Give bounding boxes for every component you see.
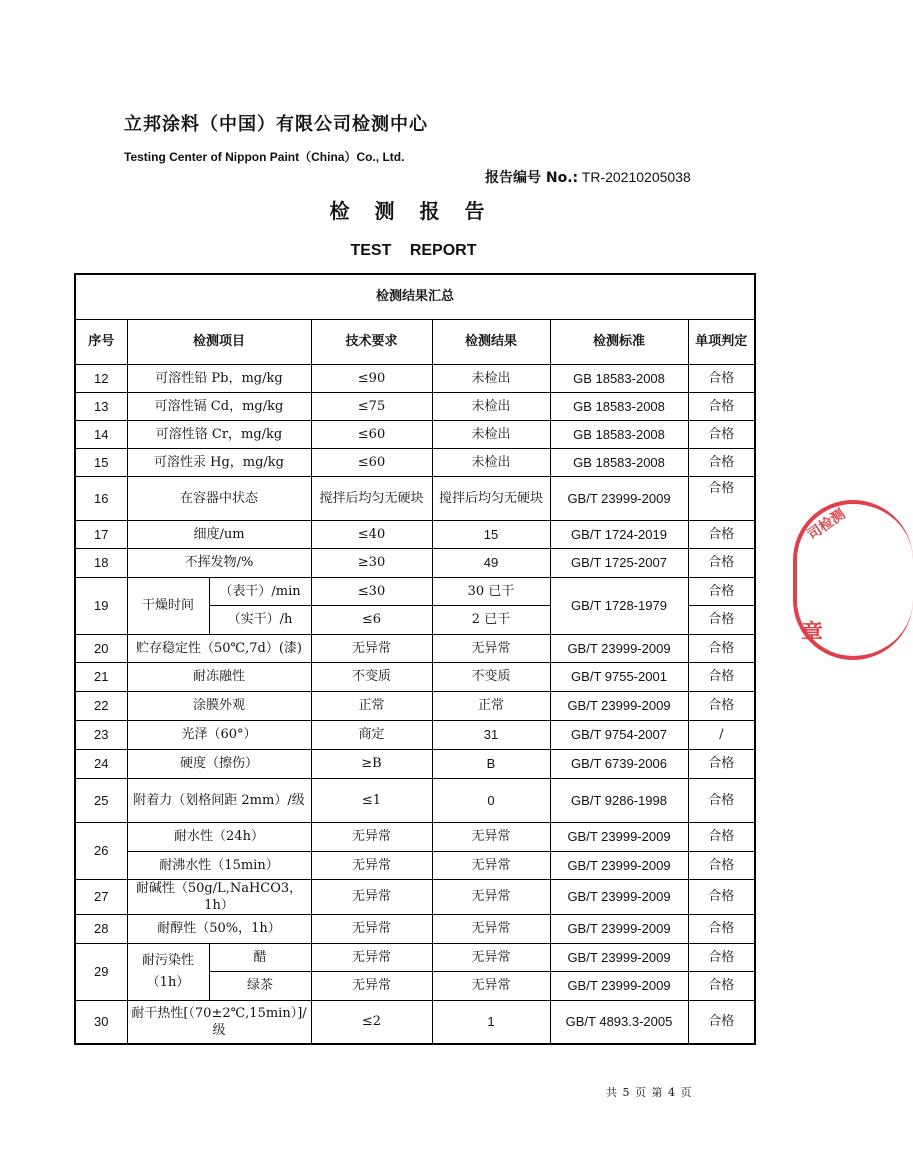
row-requirement: 无异常 bbox=[311, 879, 432, 914]
row-requirement: 无异常 bbox=[311, 822, 432, 851]
header-requirement: 技术要求 bbox=[311, 319, 432, 364]
table-row bbox=[75, 691, 755, 720]
row-verdict: 合格 bbox=[688, 879, 755, 914]
row-requirement: 无异常 bbox=[311, 634, 432, 662]
row-standard: GB/T 23999-2009 bbox=[550, 914, 688, 943]
row-standard: GB 18583-2008 bbox=[550, 392, 688, 420]
row-item: 可溶性镉 Cd，mg/kg bbox=[127, 392, 311, 420]
row-result: 未检出 bbox=[432, 364, 550, 392]
page-pagination: 共 5 页 第 4 页 bbox=[606, 1086, 693, 1099]
table-row bbox=[75, 851, 755, 879]
row-result: 0 bbox=[432, 778, 550, 822]
table-caption: 检测结果汇总 bbox=[75, 274, 755, 319]
row-standard: GB/T 23999-2009 bbox=[550, 822, 688, 851]
table-row bbox=[75, 577, 755, 605]
row-item: 耐沸水性（15min） bbox=[127, 851, 311, 879]
row-result: 15 bbox=[432, 520, 550, 548]
header-item: 检测项目 bbox=[127, 319, 311, 364]
row-result: 49 bbox=[432, 548, 550, 577]
row-verdict: 合格 bbox=[688, 634, 755, 662]
row-item: 附着力（划格间距 2mm）/级 bbox=[127, 778, 311, 822]
table-header-row bbox=[75, 319, 755, 364]
row-no: 21 bbox=[75, 662, 127, 691]
row-no: 17 bbox=[75, 520, 127, 548]
row-no: 19 bbox=[75, 577, 127, 634]
row-standard: GB/T 6739-2006 bbox=[550, 749, 688, 778]
row-item: 在容器中状态 bbox=[127, 476, 311, 520]
row-verdict: 合格 bbox=[688, 943, 755, 971]
row-standard: GB/T 23999-2009 bbox=[550, 971, 688, 1000]
row-verdict: 合格 bbox=[688, 914, 755, 943]
row-standard: GB/T 9754-2007 bbox=[550, 720, 688, 749]
row-standard: GB 18583-2008 bbox=[550, 364, 688, 392]
row-verdict: 合格 bbox=[688, 1000, 755, 1044]
row-verdict: 合格 bbox=[688, 577, 755, 605]
row-no: 14 bbox=[75, 420, 127, 448]
row-no: 26 bbox=[75, 822, 127, 879]
row-item: 可溶性铅 Pb，mg/kg bbox=[127, 364, 311, 392]
table-row bbox=[75, 879, 755, 914]
row-no: 29 bbox=[75, 943, 127, 1000]
table-row bbox=[75, 392, 755, 420]
row-requirement: ≥B bbox=[311, 749, 432, 778]
header-result: 检测结果 bbox=[432, 319, 550, 364]
table-row bbox=[75, 548, 755, 577]
row-verdict: 合格 bbox=[688, 420, 755, 448]
row-verdict: 合格 bbox=[688, 520, 755, 548]
row-no: 28 bbox=[75, 914, 127, 943]
row-requirement: 无异常 bbox=[311, 943, 432, 971]
row-item: 硬度（擦伤） bbox=[127, 749, 311, 778]
row-item: 可溶性汞 Hg，mg/kg bbox=[127, 448, 311, 476]
row-no: 30 bbox=[75, 1000, 127, 1044]
row-result: 未检出 bbox=[432, 392, 550, 420]
row-no: 27 bbox=[75, 879, 127, 914]
row-requirement: ≤30 bbox=[311, 577, 432, 605]
row-no: 24 bbox=[75, 749, 127, 778]
row-verdict: 合格 bbox=[688, 822, 755, 851]
row-standard: GB/T 1728-1979 bbox=[550, 577, 688, 634]
row-no: 25 bbox=[75, 778, 127, 822]
row-requirement: ≤2 bbox=[311, 1000, 432, 1044]
row-standard: GB/T 23999-2009 bbox=[550, 476, 688, 520]
row-result: 无异常 bbox=[432, 634, 550, 662]
seal-text-fragment: 章 bbox=[801, 621, 824, 646]
table-row bbox=[75, 364, 755, 392]
row-requirement: ≤75 bbox=[311, 392, 432, 420]
results-table bbox=[74, 273, 756, 1045]
row-requirement: ≤90 bbox=[311, 364, 432, 392]
row-item: 细度/um bbox=[127, 520, 311, 548]
row-requirement: 无异常 bbox=[311, 971, 432, 1000]
table-caption-row bbox=[75, 274, 755, 319]
row-standard: GB 18583-2008 bbox=[550, 420, 688, 448]
table-row bbox=[75, 420, 755, 448]
report-number-value: TR-20210205038 bbox=[578, 169, 691, 185]
table-row bbox=[75, 476, 755, 520]
row-verdict: 合格 bbox=[688, 662, 755, 691]
row-item: 不挥发物/% bbox=[127, 548, 311, 577]
row-standard: GB/T 23999-2009 bbox=[550, 691, 688, 720]
row-verdict: 合格 bbox=[688, 392, 755, 420]
row-verdict: 合格 bbox=[688, 548, 755, 577]
table-row bbox=[75, 1000, 755, 1044]
row-result: 搅拌后均匀无硬块 bbox=[432, 476, 550, 520]
company-name-cn: 立邦涂料（中国）有限公司检测中心 bbox=[124, 114, 428, 135]
row-subitem: 醋 bbox=[209, 943, 311, 971]
row-verdict: 合格 bbox=[688, 778, 755, 822]
row-standard: GB/T 23999-2009 bbox=[550, 879, 688, 914]
header-verdict: 单项判定 bbox=[688, 319, 755, 364]
row-no: 16 bbox=[75, 476, 127, 520]
row-verdict: 合格 bbox=[688, 476, 755, 520]
table-row bbox=[75, 720, 755, 749]
row-result: 2 已干 bbox=[432, 605, 550, 634]
row-item: 耐水性（24h） bbox=[127, 822, 311, 851]
row-standard: GB/T 1724-2019 bbox=[550, 520, 688, 548]
row-requirement: ≤40 bbox=[311, 520, 432, 548]
row-requirement: 无异常 bbox=[311, 914, 432, 943]
row-standard: GB/T 9755-2001 bbox=[550, 662, 688, 691]
row-item: 耐冻融性 bbox=[127, 662, 311, 691]
row-item: 耐醇性（50%，1h） bbox=[127, 914, 311, 943]
row-requirement: ≤6 bbox=[311, 605, 432, 634]
row-result: 无异常 bbox=[432, 822, 550, 851]
table-row bbox=[75, 914, 755, 943]
row-standard: GB/T 9286-1998 bbox=[550, 778, 688, 822]
row-requirement: ≤60 bbox=[311, 448, 432, 476]
row-standard: GB/T 4893.3-2005 bbox=[550, 1000, 688, 1044]
table-row bbox=[75, 778, 755, 822]
row-result: 无异常 bbox=[432, 971, 550, 1000]
row-no: 15 bbox=[75, 448, 127, 476]
table-row bbox=[75, 634, 755, 662]
row-result: 30 已干 bbox=[432, 577, 550, 605]
row-requirement: 正常 bbox=[311, 691, 432, 720]
row-requirement: ≥30 bbox=[311, 548, 432, 577]
row-standard: GB/T 23999-2009 bbox=[550, 851, 688, 879]
table-row bbox=[75, 662, 755, 691]
row-requirement: 搅拌后均匀无硬块 bbox=[311, 476, 432, 520]
row-no: 12 bbox=[75, 364, 127, 392]
row-subitem: （实干）/h bbox=[209, 605, 311, 634]
seal-text-fragment: 司检测 bbox=[804, 506, 849, 544]
row-item: 涂膜外观 bbox=[127, 691, 311, 720]
row-verdict: 合格 bbox=[688, 749, 755, 778]
row-verdict: 合格 bbox=[688, 971, 755, 1000]
row-item: 耐碱性（50g/L,NaHCO3，1h） bbox=[127, 879, 311, 914]
table-row bbox=[75, 749, 755, 778]
report-number-label: 报告编号 No.: bbox=[485, 170, 579, 186]
row-no: 13 bbox=[75, 392, 127, 420]
row-no: 20 bbox=[75, 634, 127, 662]
row-standard: GB 18583-2008 bbox=[550, 448, 688, 476]
table-row bbox=[75, 943, 755, 971]
row-item: 光泽（60°） bbox=[127, 720, 311, 749]
header-no: 序号 bbox=[75, 319, 127, 364]
row-result: 无异常 bbox=[432, 943, 550, 971]
row-requirement: 无异常 bbox=[311, 851, 432, 879]
header-standard: 检测标准 bbox=[550, 319, 688, 364]
row-result: 无异常 bbox=[432, 851, 550, 879]
row-result: B bbox=[432, 749, 550, 778]
row-result: 不变质 bbox=[432, 662, 550, 691]
report-title-cn: 检测报告 bbox=[329, 199, 510, 223]
row-subitem: 绿茶 bbox=[209, 971, 311, 1000]
row-verdict: 合格 bbox=[688, 605, 755, 634]
row-result: 31 bbox=[432, 720, 550, 749]
row-item: 可溶性铬 Cr，mg/kg bbox=[127, 420, 311, 448]
row-verdict: 合格 bbox=[688, 851, 755, 879]
row-item: 耐污染性（1h） bbox=[127, 943, 209, 1000]
row-requirement: 不变质 bbox=[311, 662, 432, 691]
official-seal-stamp bbox=[793, 500, 913, 660]
row-requirement: ≤60 bbox=[311, 420, 432, 448]
row-result: 1 bbox=[432, 1000, 550, 1044]
row-result: 未检出 bbox=[432, 448, 550, 476]
row-standard: GB/T 23999-2009 bbox=[550, 634, 688, 662]
row-result: 未检出 bbox=[432, 420, 550, 448]
row-no: 18 bbox=[75, 548, 127, 577]
company-name-en: Testing Center of Nippon Paint（China）Co., Ltd. bbox=[124, 150, 405, 164]
row-verdict: 合格 bbox=[688, 691, 755, 720]
report-number bbox=[485, 167, 691, 187]
report-title-en: TEST REPORT bbox=[350, 242, 477, 259]
row-verdict: / bbox=[688, 720, 755, 749]
row-standard: GB/T 1725-2007 bbox=[550, 548, 688, 577]
row-standard: GB/T 23999-2009 bbox=[550, 943, 688, 971]
row-result: 无异常 bbox=[432, 914, 550, 943]
row-no: 22 bbox=[75, 691, 127, 720]
row-requirement: 商定 bbox=[311, 720, 432, 749]
row-item: 耐干热性[（70±2℃,15min）]/级 bbox=[127, 1000, 311, 1044]
table-row bbox=[75, 520, 755, 548]
row-result: 无异常 bbox=[432, 879, 550, 914]
row-result: 正常 bbox=[432, 691, 550, 720]
row-subitem: （表干）/min bbox=[209, 577, 311, 605]
table-row bbox=[75, 448, 755, 476]
table-row bbox=[75, 822, 755, 851]
row-item: 干燥时间 bbox=[127, 577, 209, 634]
row-no: 23 bbox=[75, 720, 127, 749]
row-verdict: 合格 bbox=[688, 364, 755, 392]
row-item: 贮存稳定性（50℃,7d）(漆) bbox=[127, 634, 311, 662]
row-verdict: 合格 bbox=[688, 448, 755, 476]
row-requirement: ≤1 bbox=[311, 778, 432, 822]
